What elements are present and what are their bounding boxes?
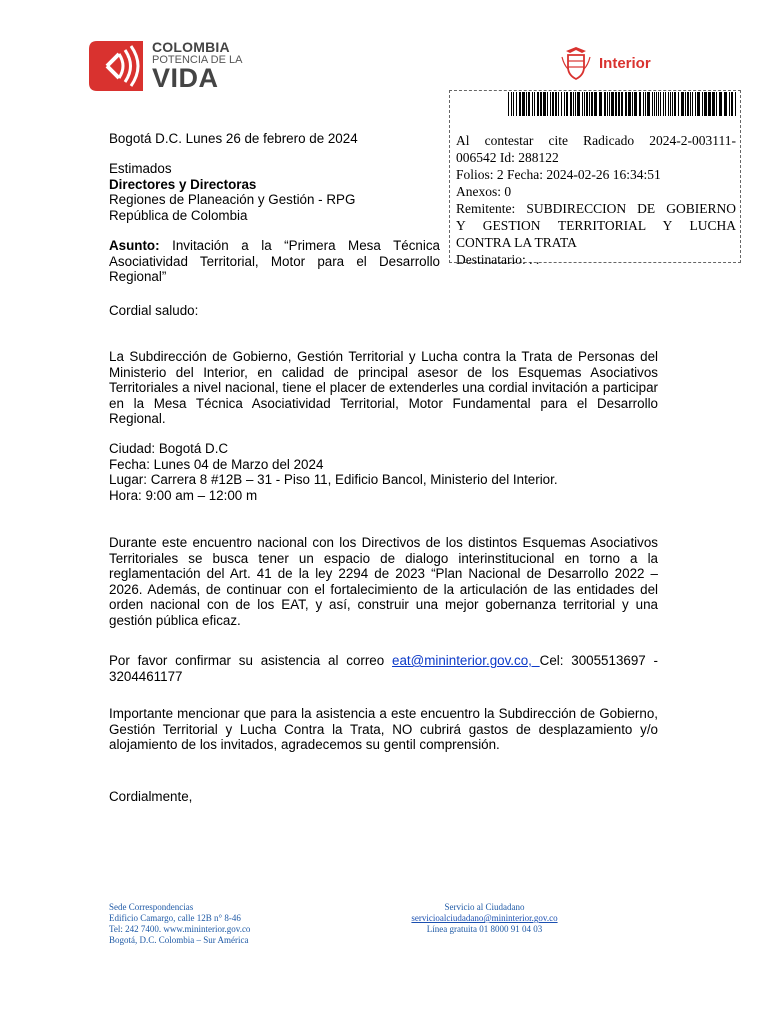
- barcode-bar: [550, 92, 551, 116]
- subject-label: Asunto:: [109, 238, 160, 253]
- recipient-org: Regiones de Planeación y Gestión - RPG: [109, 192, 356, 207]
- radicado-line: Folios: 2 Fecha: 2024-02-26 16:34:51: [456, 167, 661, 182]
- barcode-bar: [555, 92, 557, 116]
- barcode-bar: [532, 92, 533, 116]
- barcode-bar: [685, 92, 686, 116]
- footer-line: Servicio al Ciudadano: [444, 902, 525, 912]
- barcode-bar: [712, 92, 715, 116]
- barcode-bar: [719, 92, 722, 116]
- barcode-bar: [604, 92, 606, 116]
- barcode-bar: [665, 92, 666, 116]
- barcode-bar: [704, 92, 707, 116]
- barcode-bar: [695, 92, 696, 116]
- footer-line: Edificio Camargo, calle 12B n° 8-46: [109, 913, 241, 923]
- barcode-bar: [558, 92, 559, 116]
- barcode-bar: [681, 92, 684, 116]
- barcode-bar: [615, 92, 617, 116]
- footer-service: [398, 902, 571, 935]
- radicado-line: CONTRA LA TRATA: [456, 235, 577, 250]
- barcode-bar: [584, 92, 585, 116]
- recipient-country: República de Colombia: [109, 207, 248, 223]
- barcode-bar: [658, 92, 659, 116]
- barcode-bar: [513, 92, 514, 116]
- subject-line: [109, 238, 440, 285]
- footer-email-link[interactable]: servicioalciudadano@mininterior.gov.co: [411, 913, 558, 923]
- barcode-bar: [522, 92, 525, 116]
- barcode-bar: [547, 92, 548, 116]
- barcode-bar: [692, 92, 693, 116]
- recipient-title: Directores y Directoras: [109, 176, 257, 192]
- barcode-bar: [534, 92, 535, 116]
- greeting: Estimados: [109, 161, 172, 176]
- barcode-bar: [652, 92, 653, 116]
- barcode-bar: [573, 92, 574, 116]
- barcode-bar: [607, 92, 608, 116]
- barcode-bar: [628, 92, 631, 116]
- barcode-bar: [519, 92, 521, 116]
- confirm-prefix: Por favor confirmar su asistencia al correo: [109, 653, 392, 668]
- colombia-potencia-logo-text: [152, 39, 252, 93]
- barcode-bar: [570, 92, 572, 116]
- barcode-bar: [625, 92, 627, 116]
- letter-date: Bogotá D.C. Lunes 26 de febrero de 2024: [109, 131, 358, 146]
- barcode-bar: [672, 92, 673, 116]
- colombia-potencia-logo-mark: [89, 41, 143, 91]
- barcode-bar: [508, 92, 509, 116]
- radicado-line: Remitente: SUBDIRECCION DE GOBIERNO: [456, 201, 736, 216]
- ministry-name: Interior: [599, 55, 651, 72]
- barcode-bar: [716, 92, 717, 116]
- barcode-bar: [731, 92, 733, 116]
- subject-text: Invitación a la “Primera Mesa Técnica Asociatividad Territorial, Motor para el Desarrollo Regional”: [109, 238, 440, 284]
- radicado-text: [456, 132, 736, 268]
- barcode-bar: [540, 92, 542, 116]
- barcode-bar: [678, 92, 679, 116]
- body-paragraph: Durante este encuentro nacional con los Directivos de los distintos Esquemas Asociativos Territoriales se busca tener un espacio de dialogo interinstitucional en torno a la reglamentación del Art. 41 de la ley 2294 de 2023 “Plan Nacional de Desarrollo 2022 – 2026. Además, de continuar con el fortalecimiento de la articulación de las entidades del orden nacional con de los EAT, y así, construir una mejor gobernanza territorial y una gestión pública eficaz.: [109, 535, 658, 628]
- barcode-bar: [654, 92, 655, 116]
- barcode-bar: [735, 92, 736, 116]
- barcode-bar: [575, 92, 576, 116]
- barcode-bar: [594, 92, 597, 116]
- barcode-bar: [516, 92, 517, 116]
- footer-line: Bogotá, D.C. Colombia – Sur América: [109, 935, 249, 945]
- event-details: [109, 441, 558, 503]
- barcode-bar: [566, 92, 568, 116]
- barcode-bar: [645, 92, 646, 116]
- barcode-bar: [621, 92, 623, 116]
- barcode-bar: [708, 92, 711, 116]
- barcode-bar: [660, 92, 661, 116]
- logo-line-1: COLOMBIA: [152, 39, 230, 55]
- salutation: Cordial saludo:: [109, 303, 199, 318]
- barcode-bar: [647, 92, 650, 116]
- closing: Cordialmente,: [109, 789, 193, 804]
- footer-line: Sede Correspondencias: [109, 902, 194, 912]
- barcode-bar: [656, 92, 657, 116]
- logo-line-3: VIDA: [152, 63, 219, 93]
- barcode-bar: [634, 92, 637, 116]
- body-paragraph: Importante mencionar que para la asistencia a este encuentro la Subdirección de Gobierno, Gestión Territorial y Lucha Contra la Trata, NO cubrirá gastos de desplazamiento y/o alojamiento de los invitados, agradecemos su gentil comprensión.: [109, 706, 658, 752]
- barcode-bar: [690, 92, 691, 116]
- barcode-bar: [511, 92, 512, 116]
- coat-of-arms-icon: [560, 47, 592, 81]
- barcode-bar: [611, 92, 614, 116]
- barcode-bar: [729, 92, 730, 116]
- barcode-bar: [564, 92, 565, 116]
- confirm-suffix: Cel: 3005513697 - 3204461177: [109, 653, 658, 684]
- logo-line-2: POTENCIA DE LA: [152, 54, 243, 66]
- barcode-bar: [663, 92, 664, 116]
- barcode-bar: [586, 92, 588, 116]
- barcode-bar: [537, 92, 539, 116]
- event-city: Ciudad: Bogotá D.C: [109, 441, 229, 456]
- barcode-bar: [643, 92, 644, 116]
- barcode-bar: [552, 92, 554, 116]
- confirmation-paragraph: [109, 653, 658, 684]
- barcode-bar: [632, 92, 633, 116]
- event-place: Lugar: Carrera 8 #12B – 31 - Piso 11, Edificio Bancol, Ministerio del Interior.: [109, 472, 558, 487]
- barcode-bar: [599, 92, 602, 116]
- barcode-bar: [670, 92, 671, 116]
- footer-line: Tel: 242 7400. www.mininterior.gov.co: [109, 924, 251, 934]
- barcode-bar: [697, 92, 700, 116]
- barcode-bar: [668, 92, 669, 116]
- barcode: [508, 92, 740, 116]
- barcode-bar: [582, 92, 583, 116]
- event-time: Hora: 9:00 am – 12:00 m: [109, 487, 258, 503]
- radicado-line: Anexos: 0: [456, 184, 512, 199]
- barcode-bar: [618, 92, 620, 116]
- barcode-bar: [526, 92, 527, 116]
- barcode-bar: [543, 92, 546, 116]
- radicado-line: Y GESTION TERRITORIAL Y LUCHA: [456, 218, 736, 233]
- barcode-bar: [687, 92, 689, 116]
- radicado-line: Destinatario: . .: [456, 252, 540, 267]
- footer-line: Línea gratuita 01 8000 91 04 03: [426, 924, 543, 934]
- footer-address: [109, 902, 250, 946]
- email-link[interactable]: eat@mininterior.gov.co,: [392, 653, 540, 668]
- radicado-line: 006542 Id: 288122: [456, 150, 559, 165]
- barcode-bar: [609, 92, 610, 116]
- barcode-bar: [702, 92, 703, 116]
- radicado-line: Al contestar cite Radicado 2024-2-003111-: [456, 133, 736, 148]
- barcode-bar: [561, 92, 562, 116]
- body-paragraph: La Subdirección de Gobierno, Gestión Territorial y Lucha contra la Trata de Personas del Ministerio del Interior, en calidad de principal asesor de los Esquemas Asociativos Territoriales a nivel nacional, tiene el placer de extenderles una cordial invitación a participar en la Mesa Técnica Asociatividad Territorial, Motor Fundamental para el Desarrollo Regional.: [109, 349, 658, 426]
- barcode-bar: [528, 92, 530, 116]
- event-date: Fecha: Lunes 04 de Marzo del 2024: [109, 456, 324, 472]
- barcode-bar: [674, 92, 676, 116]
- barcode-bar: [577, 92, 580, 116]
- recipient-block: [109, 161, 355, 223]
- barcode-bar: [724, 92, 727, 116]
- barcode-bar: [589, 92, 590, 116]
- barcode-bar: [639, 92, 641, 116]
- barcode-bar: [591, 92, 593, 116]
